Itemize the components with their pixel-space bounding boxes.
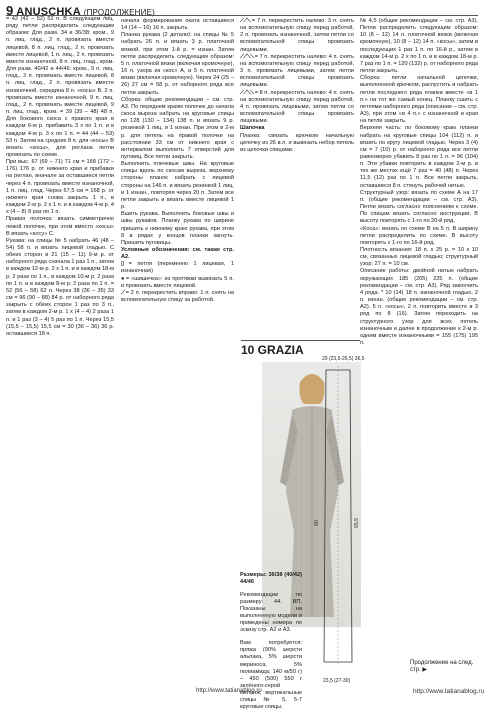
paragraph: = 42 (42 – 52) 52 п. В следующем лиц. ряду петли распределить следующим образом: Для разм. 34 и 36/38: кром., 9 п. лиц. глад., 2 п. провязать вместе лицевой, 8 п. лиц. глад., 2 п. провязать вместе лицевой, 1 п. лиц., 2 п. провязать вместе изнаночной, 8 п. лиц. глад., кром. Для разм. 40/42 и 44/46: кром., 9 п. лиц. глад., 2 п. провязать вместе лицевой, 8 п. лиц. глад., 2 п. провязать вместе изнаночной, середина 8 п. «косы» В, 2 п. провязать вместе изнаночной, 9 п. лиц. глад., 2 п. провязать вместе лицевой, 9 п. лиц. глад., кром. = 39 (39 – 48) 48 п. Для бокового скоса с правого края в каждом 6-м р. прибавить 3 х по 1 п. и в каждом 4-м р. 3 х по 1 п. = 44 (44 – 53) 53 п. Затем на средних 8 п. для «косы» В вязать «косы», для реглана петли провязать по схеме.: [6, 16, 114, 158]
schema-top-label: 20 (23,5-26,5) 36,5: [322, 356, 365, 362]
watermark-center: http://www.tatianablog.ru: [196, 688, 262, 694]
paragraph: Описание работы: двойной нитью набрать окружающих 185 (205) 225 п. (общие рекомендации – см. стр. А3). Ряд закончить 4 ряда. * 10 (14) 18 п. изнаночной гладью, 2 п. изнан. (общие рекомендации – см. стр. А2). 5 п. «косы», 2 п. повторить вместе в 3 ряд по 8 (16). Затем переходить на структурного узор для всех петель изнаночным и далее в продолжение к 2-м р. одним вместе изнаночными = 155 (175) 195 п.: [360, 268, 478, 347]
pattern-number: 9: [6, 3, 14, 18]
paragraph: № 4,5 (общие рекомендации – см. стр. А3). Петли распределить следующим образом: 10 (8 – 12) 14 п. платочной вязки (включая кромочную), 10 (8 – 12) 14 п. «косы», затем в последующих 1 раз 1 п. по 16-й р., затем в каждом 14-м р. 2 х по 1 п. и в каждом 18-м р. 7 раз по 1 п. = 120 (132) р. от наборного ряда петли закрыть.: [360, 18, 478, 75]
schema-right-label: 65,5: [353, 518, 360, 528]
size-block: [240, 566, 302, 717]
column-2: [121, 18, 234, 304]
paragraph: Плотность вязания: 18 п. х 25 р. = 10 х 10 см, связанных лицевой гладью; структурный узор: 27 п. = 10 см.: [360, 247, 478, 268]
paragraph: «Коса»: вязать по схеме В на 5 п. В ширину петли распределить по схеме. В высоту повторять с 1-го по 16-й ряд.: [360, 225, 478, 246]
paragraph: Планка: связать крючком начальную цепочку из 26 в.п. и вывязать небор петель из цепочки спицами.: [240, 132, 354, 153]
paragraph: Вшить рукава. Выполнить боковые швы и швы рукавов. Планку рукава по ширине пришить к нижнему краю рукава, при этом 8 в рядах у концов планки загнуть. Пришить пуговицы.: [121, 211, 234, 246]
legend-item: ⟋⟋⟍ = 7 п. перекрестить налево: 3 п. снять на вспомогательную спицу перед работой, 2 п. провязать изнаночной, затем петли со вспомогательной спицы провязать лицевыми.: [240, 18, 354, 53]
pattern-title: ANUSCHKA: [16, 6, 81, 18]
paragraph: Сборка: петли начальной цепочки, выполненной крючком, распустить и набрать петли последнего ряда планки вместе «в 1 п.» на тот же самый конец. Планку сшить с петлями наборного ряда (описание – см. стр. А3), при этом «в 4 п.» с изнаночной и края на петли закрыть.: [360, 75, 478, 125]
paragraph: Рукава: на спицы № 5 набрать 46 (48 – 54) 58 п. и вязать лицевой гладью. С обеих сторон в 21 (15 – 11) 9-м р. от наборного ряда сначала 1 раз 1 п., затем в каждом 12-м р. 2 х 1 п. и в каждом 18-м р. 2 раза по 1 п., в каждом 10-м р. 2 раза по 1 п. и в каждом 8-м р. 2 раза по 1 п. = 52 (56 – 58) 62 п. Через 38 (36 – 35) 33 см = 96 (90 – 88) 84 р. от наборного ряда закрыть с обеих сторон 1 раз по 3 п., затем в каждом 2-м р. 1 х (4 – 4) 2 раза 1 п. и 1 раз (3 – 4) 5 раз по 1 п. Через 15,5 (15,5 – 15,5) 15,5 см = 30 (36 – 36) 36 р. оставшиеся 18 п.: [6, 237, 114, 337]
paragraph: Сборка: общие рекомендации – см. стр. А3. По переднем краям полочек до начала скоса выреза набрать на круговые спицы по 128 (130 – 134) 138 п. и вязать 9 р. резинкой 1 лиц. и 1 изнан. При этом в 2-м р. для петель на правой полочке на расстоянии 33 см от нижнего края с интервалом выполнить 7 отверстий для пуговиц. Все петли закрыть.: [121, 96, 234, 160]
legend-symbol-icon: ▯: [121, 261, 129, 268]
legend-item: ● = «шишечка»: из протяжки вывязать 5 п. и провязать вместе лицевой.: [121, 275, 234, 289]
legend-symbol-icon: ●: [121, 275, 126, 282]
section-title: 10 GRAZIA: [241, 343, 304, 357]
watermark-right: http://www.tatianablog.ru: [413, 688, 485, 695]
legend-item: ⟋⟋⟍⟍ = 7 п. перекрестить налево: 4 п. снять на вспомогательную спицу перед работой, 3 п. провязать лицевыми, затем петли вспомогательной спицы провязать лицевыми.: [240, 53, 354, 89]
legend-title: Условные обозначения: см. также стр. А2.: [121, 247, 234, 261]
cable-symbol-icon: ⟋⟋⟍⟍: [240, 89, 255, 96]
paragraph: Верхняя часть: по боковому краю планки набрать на круговые спицы 104 (112) п. и вязать по кругу лицевой гладью. Через 3 (4) см = 7 (10) р. от наборного ряда все петли равномерно убавить 8 раз по 1 п. = 96 (104) п. Эти убавки повторить в каждом 2-м р. в тех же местах ещё 7 раз = 40 (48) п. Через 11,5 (12) раз по 1 п. Все петли закрыть, оставшиеся 8 п. стянуть рабочей нитью.: [360, 125, 478, 189]
legend-symbol-icon: ⟋: [121, 289, 126, 296]
paragraph: Правая полочка: вязать симметрично левой полочке, при этом вместо «косы» В вязать «косу» C.: [6, 216, 114, 237]
legend-item: ⟋⟋⟍⟍ = 8 п. перекрестить налево: 4 п. снять на вспомогательную спицу перед работой, 4 п. провязать лицевыми, затем петли со вспомогательной спицы провязать лицевыми.: [240, 89, 354, 125]
cable-symbol-icon: ⟋⟋⟍⟍: [240, 53, 255, 60]
column-4: [360, 18, 478, 347]
column-3: [240, 18, 354, 154]
materials: Вам потребуется: пряжа (90% шерсти альпака, 5% шерсти мериноса, 5% полиамида; 140 м/50 г) – 450 (500) 550 г зелёного-серой меланж, вертикальные спицы № 5, 5-7 круговые спицы.: [240, 640, 302, 711]
paragraph: Структурный узор: вязать по схеме А на 17 п. (общие рекомендации – см. стр. А3). Петли вязать согласно пояснениям к схеме. По спицам вязать согласно инструкции. В высоту повторять с 1-го по 20-й ряд.: [360, 189, 478, 225]
column-1: [6, 16, 114, 338]
paragraph: начала формирования оката оставшиеся 14 (14 – 16) 16 п. закрыть.: [121, 18, 234, 32]
pattern-subtitle: (ПРОДОЛЖЕНИЕ): [83, 8, 155, 17]
cable-symbol-icon: ⟋⟋⟍: [240, 18, 252, 24]
size-note: Рекомендации по размеру: 44. ВП. Показаны на выполненную модели и приведены номера по эскизу стр. А2 и А3.: [240, 591, 302, 634]
schema-left-label: 60: [313, 520, 320, 526]
paragraph: При выс. 67 (69 – 71) 71 см = 168 (172 – 176) 176 р. от нижнего края и прибавки на реглан, вначале за оставшиеся петли через 4 п. провязать вместе изнаночной, 1 п. лиц. глад. Через 67,5 см = 168 р. от нижнего края снова закрыть 1 п., в каждом 2-м р. 2 х 1 п. и в каждом 4-м р. 4 х (4 – 8) 8 раз по 1 п.: [6, 159, 114, 216]
cap-heading: Шапочка: [240, 125, 265, 132]
schema-bottom-label: 23,5 (27-30): [323, 678, 351, 684]
sizes: Размеры: 36/38 (40/42) 44/46: [240, 571, 302, 585]
legend-item: ⟋ = 2 п. перекрестить вправо: 1 п. снять на вспомогательную спицу за работой.: [121, 289, 234, 304]
legend-item: ▯ = петля (переменно 1 лицевая, 1 изнаночная): [121, 261, 234, 275]
paragraph: Планка рукава (2 детали): на спицы № 5 набрать 26 п. и вязать 3 р. платочной вязкой, при этом 1-й р. = изнан. Затем петли распределить следующим образом: 5 п. платочной вязки (включая кромочную), 16 п. узора из «кос» А, и 5 п. платочной вязки (включая кромочную). Через 24 (25 – 26) 27 см = 58 р. от наборного ряда все петли закрыть.: [121, 32, 234, 96]
garment-diagram: [318, 362, 358, 682]
continue-note: Продолжение на след. стр. ▶: [410, 660, 474, 673]
section-rule: [241, 340, 360, 341]
paragraph: Выполнить плечевые швы. На круговые спицы вдоль по скосам выреза, верхнему стороны планок набрать с лицевой стороны на 146 п. и вязать резинкой 1 лиц. и 1 изнан., повторяя через 20 п. Затем все петли закрыть и вязать вместе лицевой 1 р.: [121, 161, 234, 211]
